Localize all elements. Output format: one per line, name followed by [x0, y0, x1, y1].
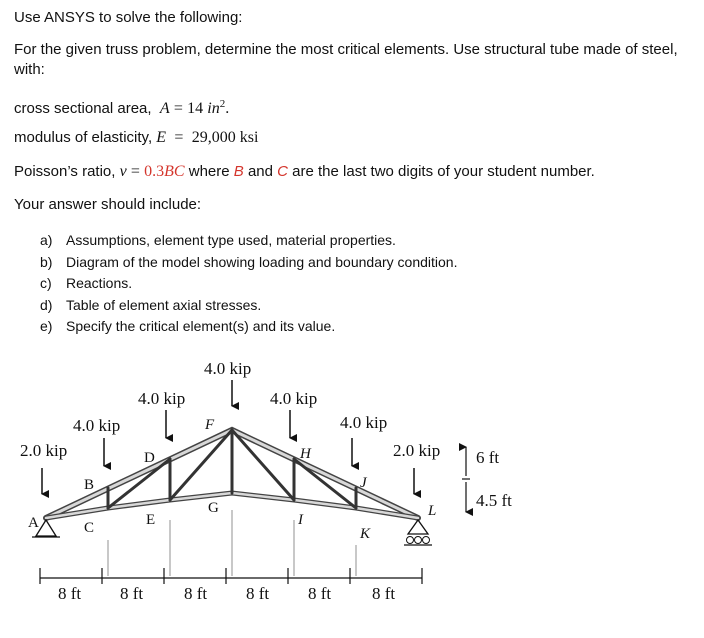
dim-lower-height: 4.5 ft: [476, 491, 512, 510]
node-label-j: J: [360, 475, 367, 491]
dim-span-1: 8 ft: [58, 584, 82, 603]
poisson-symbol: v: [119, 163, 127, 180]
area-label: cross sectional area,: [14, 100, 152, 117]
truss-members: [46, 430, 418, 518]
node-label-f: F: [205, 417, 215, 433]
poisson-line: [14, 162, 595, 182]
node-label-d: D: [144, 450, 155, 466]
list-item: [40, 230, 457, 252]
node-label-b: B: [84, 477, 95, 493]
list-item: [40, 252, 457, 274]
poisson-c: C: [277, 163, 288, 180]
poisson-value: 0.3: [144, 163, 165, 180]
problem-statement: For the given truss problem, determine the most critical elements. Use structural tube made of steel, with:: [14, 41, 678, 78]
load-arrows: [42, 380, 414, 494]
node-label-g: G: [208, 500, 219, 516]
node-label-c: C: [84, 520, 95, 536]
list-item: [40, 273, 457, 295]
truss-figure: [0, 350, 704, 638]
load-label-d: 4.0 kip: [138, 389, 186, 408]
list-item-label: a): [40, 232, 53, 248]
modulus-equals: =: [174, 129, 184, 146]
area-value: 14: [187, 100, 204, 117]
load-label-a: 2.0 kip: [20, 441, 68, 460]
list-item: [40, 316, 457, 338]
list-item-label: e): [40, 318, 53, 334]
area-equals: =: [173, 100, 183, 117]
dim-upper-height: 6 ft: [476, 448, 500, 467]
area-unit: in: [207, 100, 220, 117]
area-line: [14, 94, 229, 119]
node-label-e: E: [146, 512, 156, 528]
list-item-label: c): [40, 275, 52, 291]
poisson-where: where: [188, 163, 230, 180]
modulus-value: 29,000 ksi: [191, 129, 259, 146]
modulus-symbol: E: [156, 129, 167, 146]
poisson-label: Poisson’s ratio,: [14, 163, 116, 180]
modulus-label: modulus of elasticity,: [14, 129, 153, 146]
load-label-h: 4.0 kip: [270, 389, 318, 408]
list-item-text: Assumptions, element type used, material properties.: [66, 232, 396, 248]
list-item-text: Specify the critical element(s) and its value.: [66, 318, 336, 334]
list-item-label: d): [40, 296, 53, 313]
list-item-text: Table of element axial stresses.: [66, 296, 262, 313]
node-label-l: L: [428, 503, 437, 519]
poisson-b: B: [233, 163, 244, 180]
area-symbol: A: [159, 100, 170, 117]
load-label-j: 4.0 kip: [340, 413, 388, 432]
node-label-a: A: [28, 515, 39, 531]
modulus-line: [14, 128, 258, 148]
roller-support: [404, 520, 432, 545]
dim-span-6: 8 ft: [372, 584, 396, 603]
area-exponent: 2: [219, 98, 226, 110]
intro-text: Use ANSYS to solve the following:: [14, 9, 243, 26]
dim-span-4: 8 ft: [246, 584, 270, 603]
load-label-b: 4.0 kip: [73, 416, 121, 435]
node-label-k: K: [360, 526, 371, 542]
dim-span-2: 8 ft: [120, 584, 144, 603]
poisson-vars: BC: [164, 163, 185, 180]
dim-span-3: 8 ft: [184, 584, 208, 603]
list-item: [40, 295, 457, 317]
node-label-i: I: [298, 512, 303, 528]
poisson-end: are the last two digits of your student number.: [292, 163, 595, 180]
height-dimension: [462, 447, 470, 512]
poisson-and: and: [247, 163, 273, 180]
list-item-text: Reactions.: [66, 275, 133, 291]
dim-span-5: 8 ft: [308, 584, 332, 603]
answer-heading: Your answer should include:: [14, 196, 202, 213]
node-label-h: H: [300, 446, 311, 462]
span-dimension: [40, 510, 422, 584]
poisson-equals: =: [130, 163, 140, 180]
load-label-l: 2.0 kip: [393, 441, 441, 460]
list-item-text: Diagram of the model showing loading and boundary condition.: [66, 253, 458, 270]
list-item-label: b): [40, 253, 53, 270]
load-label-f: 4.0 kip: [204, 359, 252, 378]
answer-list: [40, 230, 457, 338]
area-period: .: [225, 100, 230, 117]
